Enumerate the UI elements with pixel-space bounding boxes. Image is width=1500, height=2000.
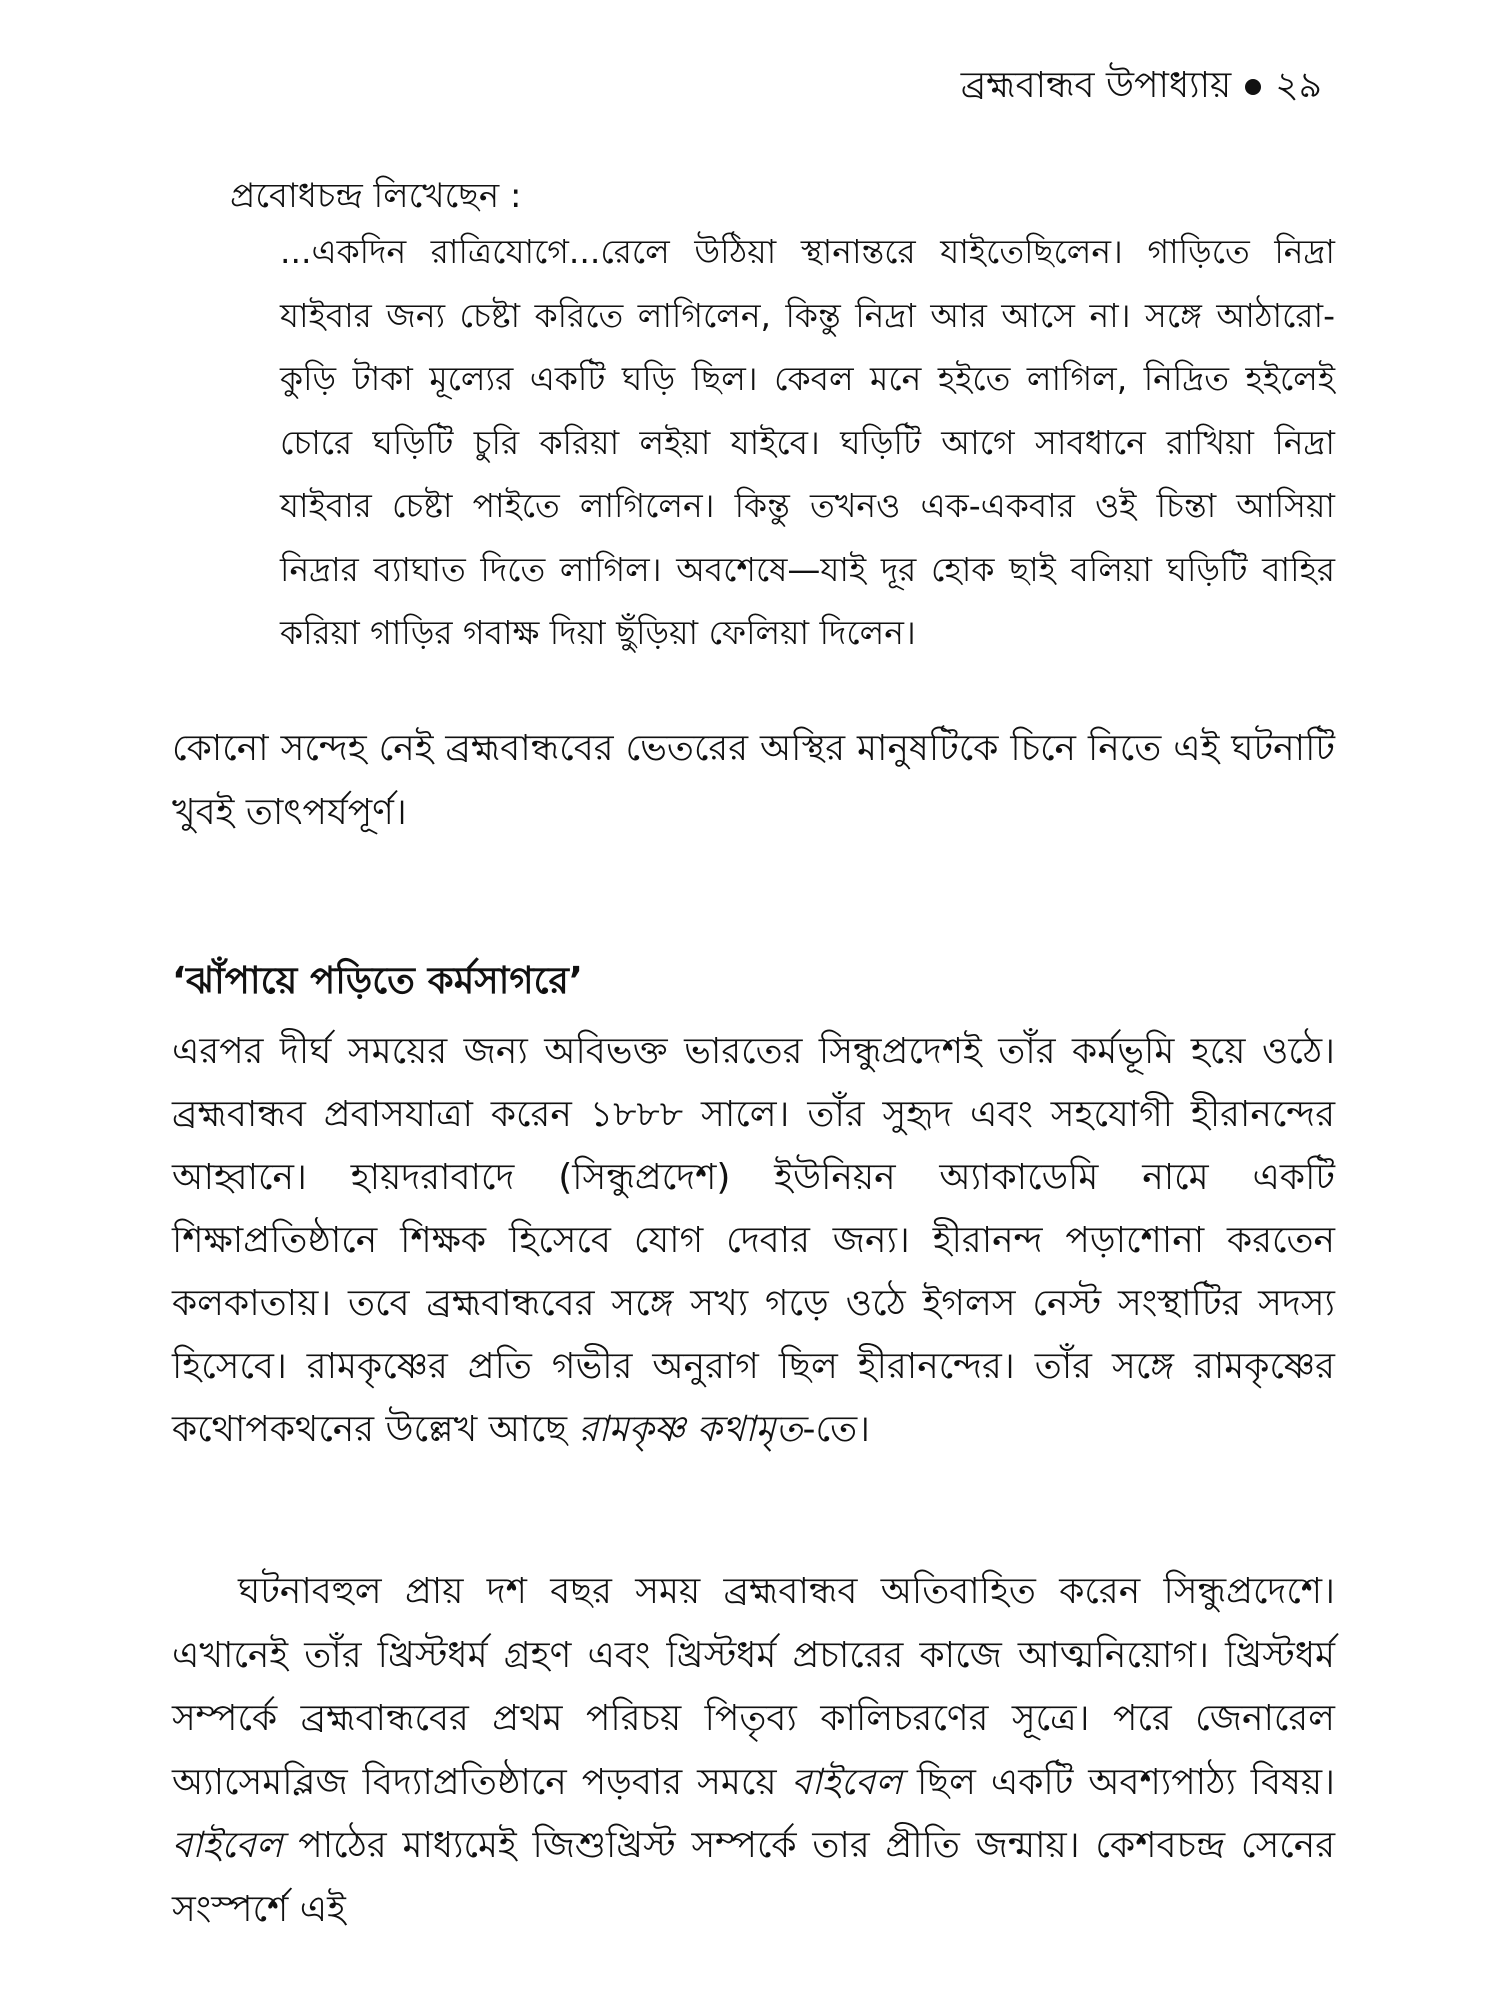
paragraph-text: এরপর দীর্ঘ সময়ের জন্য অবিভক্ত ভারতের সিন্ধুপ্রদেশই তাঁর কর্মভূমি হয়ে ওঠে। ব্রহ্মবান্ধব প্রবাসযাত্রা করেন ১৮৮৮ সালে। তাঁর সুহৃদ এবং সহযোগী হীরানন্দের আহ্বানে। হায়দরাবাদে (সিন্ধুপ্রদেশ) ইউনিয়ন অ্যাকাডেমি নামে একটি শিক্ষাপ্রতিষ্ঠানে শিক্ষক হিসেবে যোগ দেবার জন্য। হীরানন্দ পড়াশোনা করতেন কলকাতায়। তবে ব্রহ্মবান্ধবের সঙ্গে সখ্য গড়ে ওঠে ইগলস নেস্ট সংস্থাটির সদস্য হিসেবে। রামকৃষ্ণের প্রতি গভীর অনুরাগ ছিল হীরানন্দের। তাঁর সঙ্গে রামকৃষ্ণের কথোপকথনের উল্লেখ আছে xyxy=(172,1031,1335,1450)
bullet-separator xyxy=(1245,79,1261,95)
block-quote: ...একদিন রাত্রিযোগে...রেলে উঠিয়া স্থানান্তরে যাইতেছিলেন। গাড়িতে নিদ্রা যাইবার জন্য চেষ্টা করিতে লাগিলেন, কিন্তু নিদ্রা আর আসে না। সঙ্গে আঠারো-কুড়ি টাকা মূল্যের একটি ঘড়ি ছিল। কেবল মনে হইতে লাগিল, নিদ্রিত হইলেই চোরে ঘড়িটি চুরি করিয়া লইয়া যাইবে। ঘড়িটি আগে সাবধানে রাখিয়া নিদ্রা যাইবার চেষ্টা পাইতে লাগিলেন। কিন্তু তখনও এক-একবার ওই চিন্তা আসিয়া নিদ্রার ব্যাঘাত দিতে লাগিল। অবশেষে—যাই দূর হোক ছাই বলিয়া ঘড়িটি বাহির করিয়া গাড়ির গবাক্ষ দিয়া ছুঁড়িয়া ফেলিয়া দিলেন। xyxy=(280,232,1335,652)
section-heading: ‘ঝাঁপায়ে পড়িতে কর্মসাগরে’ xyxy=(172,959,583,1002)
paragraph-text-end: -তে। xyxy=(802,1409,871,1450)
bible-italic: বাইবেল xyxy=(172,1825,283,1866)
paragraph-text: পাঠের মাধ্যমেই জিশুখ্রিস্ট সম্পর্কে তার প্রীতি জন্মায়। কেশবচন্দ্র সেনের সংস্পর্শে এই xyxy=(172,1825,1335,1930)
paragraph-text: ঘটনাবহুল প্রায় দশ বছর সময় ব্রহ্মবান্ধব অতিবাহিত করেন সিন্ধুপ্রদেশে। এখানেই তাঁর খ্রিস্টধর্ম গ্রহণ এবং খ্রিস্টধর্ম প্রচারের কাজে আত্মনিয়োগ। খ্রিস্টধর্ম সম্পর্কে ব্রহ্মবান্ধবের প্রথম পরিচয় পিতৃব্য কালিচরণের সূত্রে। পরে জেনারেল অ্যাসেমব্লিজ বিদ্যাপ্রতিষ্ঠানে পড়বার সময়ে xyxy=(172,1571,1335,1803)
bible-italic: বাইবেল xyxy=(791,1761,903,1803)
paragraph-after-quote: কোনো সন্দেহ নেই ব্রহ্মবান্ধবের ভেতরের অস্থির মানুষটিকে চিনে নিতে এই ঘটনাটি খুবই তাৎপর্যপূর্ণ। xyxy=(172,728,1335,833)
section-paragraph-1 xyxy=(172,1020,1335,1461)
section-paragraph-2 xyxy=(172,1560,1335,1941)
page-number: ২৯ xyxy=(1275,65,1322,106)
running-title: ব্রহ্মবান্ধব উপাধ্যায় xyxy=(960,65,1232,106)
running-header xyxy=(961,62,1322,110)
quote-intro: প্রবোধচন্দ্র লিখেছেন : xyxy=(230,176,522,216)
book-title-italic: রামকৃষ্ণ কথামৃত xyxy=(578,1409,803,1450)
paragraph-text: ছিল একটি অবশ্যপাঠ্য বিষয়। xyxy=(902,1761,1335,1803)
